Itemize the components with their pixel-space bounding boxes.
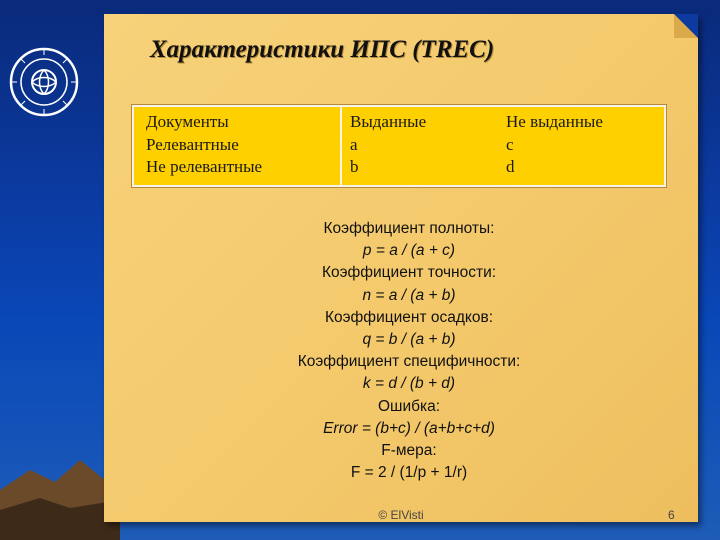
specificity-label: Коэффициент специфичности:	[297, 353, 521, 371]
table-cell: Выданные	[350, 112, 427, 131]
error-formula: Error = (b+c) / (a+b+c+d)	[323, 419, 495, 437]
footer-copyright: © ElVisti	[378, 508, 424, 522]
page-number: 6	[668, 508, 675, 522]
f-measure-label: F-мера:	[381, 442, 437, 460]
table-column-not-retrieved	[506, 111, 603, 179]
table-cell: Не релевантные	[146, 157, 263, 176]
table-cell: Документы	[146, 112, 229, 131]
precision-label: Коэффициент точности:	[321, 264, 497, 282]
table-cell: b	[350, 157, 359, 176]
fallout-formula: q = b / (a + b)	[362, 331, 456, 349]
slide-paper	[104, 14, 698, 522]
table-cell: d	[506, 157, 515, 176]
specificity-formula: k = d / (b + d)	[362, 375, 456, 393]
table-column-documents	[146, 111, 262, 179]
fallout-label: Коэффициент осадков:	[325, 308, 493, 326]
university-seal-icon	[8, 46, 80, 118]
recall-label: Коэффициент полноты:	[323, 220, 495, 237]
table-cell: Релевантные	[146, 134, 239, 154]
formula-list	[194, 218, 624, 484]
slide-title: Характеристики ИПС (TREC)	[150, 36, 495, 63]
relevance-table	[132, 105, 666, 187]
page-curl	[674, 14, 698, 38]
precision-formula: n = a / (a + b)	[362, 286, 456, 304]
table-cell: Не выданные	[506, 112, 603, 131]
table-divider	[340, 107, 342, 185]
f-measure-formula: F = 2 / (1/p + 1/r)	[350, 464, 468, 482]
table-cell: a	[350, 134, 358, 154]
recall-formula: p = a / (a + c)	[362, 242, 456, 260]
table-column-retrieved	[350, 111, 426, 179]
error-label: Ошибка:	[377, 397, 441, 415]
table-cell: c	[506, 134, 514, 154]
background-hills	[0, 420, 120, 540]
